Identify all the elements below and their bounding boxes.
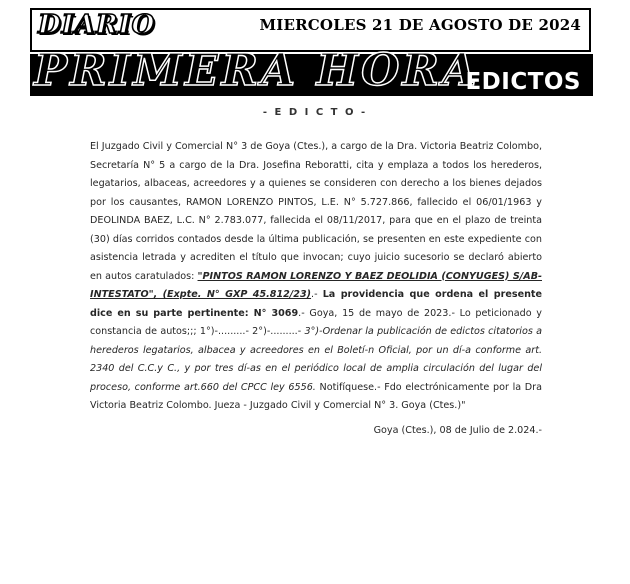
section-label: EDICTOS	[465, 69, 581, 95]
edict-text-intro: El Juzgado Civil y Comercial N° 3 de Goya (Ctes.), a cargo de la Dra. Victoria Beatriz Colombo, Secretaría N° 5 a cargo de la Dra. Josefina Reboratti, cita y emplaza a todos los herederos, legatarios, albaceas, acreedores y a quienes se consideren con derecho a los bienes dejados por los causantes, RAMON LORENZO PINTOS, L.E. N° 5.727.866, fallecido el 06/01/1963 y DEOLINDA BAEZ, L.C. N° 2.783.077, fallecida el 08/11/2017, para que en el plazo de treinta (30) días corridos contados desde la última publicación, se presenten en este expediente con asistencia letrada y acrediten el título que invocan; cuyo juicio sucesorio se declaró abierto en autos caratulados:	[90, 141, 542, 282]
edict-body	[90, 138, 542, 440]
edict-heading: - E D I C T O -	[262, 107, 368, 118]
logo-primera-hora: PRIMERA HORA	[34, 45, 480, 96]
edict-order-text: 3°)-Ordenar la publicación de edictos citatorios a herederos legatarios, albacea y acreedores en el Boletí-n Oficial, por un dí-a conforme art. 2340 del C.C.y C., y por tres dí-as en el periódico local de amplia circulación del lugar del proceso, conforme art.660 del CPCC ley 6556.	[90, 326, 542, 393]
edict-text-closing: Notifíquese.- Fdo electrónicamente por la Dra Victoria Beatriz Colombo. Jueza - Juzgado Civil y Comercial N° 3. Goya (Ctes.)"	[90, 381, 542, 411]
logo-diario: DIARIO	[38, 10, 156, 40]
issue-date: MIERCOLES 21 DE AGOSTO DE 2024	[259, 16, 581, 34]
edict-separator: .-	[311, 289, 323, 300]
edict-paragraph	[90, 138, 542, 416]
signature-line: Goya (Ctes.), 08 de Julio de 2.024.-	[373, 424, 542, 436]
providence-reference: La providencia que ordena el presente dice en su parte pertinente: N° 3069	[90, 289, 542, 319]
case-title: "PINTOS RAMON LORENZO Y BAEZ DEOLIDIA (CONYUGES) S/AB-INTESTATO", (Expte. N° GXP 45.812/23)	[90, 270, 542, 300]
edict-text-date: .- Goya, 15 de mayo de 2023.- Lo peticionado y constancia de autos;;; 1°)-.........- 2°)-.........-	[90, 307, 542, 337]
masthead	[30, 8, 593, 96]
